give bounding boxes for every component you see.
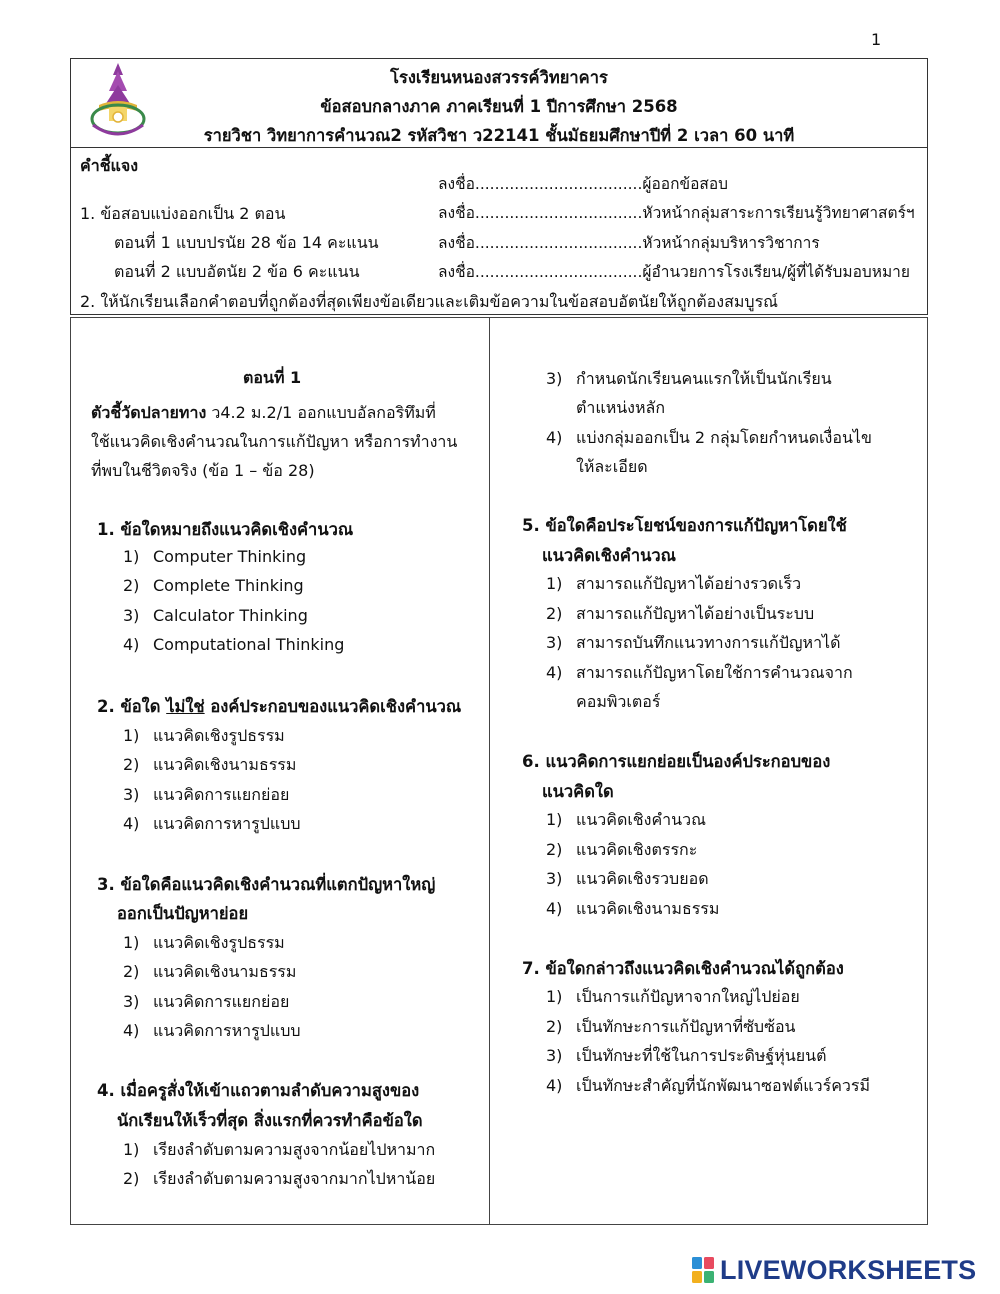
signature-line-1: ลงชื่อ..................................ผู้ออกข้อสอบ [438,175,729,193]
q5-option-4[interactable]: 4) สามารถแก้ปัญหาโดยใช้การคำนวณจาก [546,663,853,682]
question-5-line-2: แนวคิดเชิงคำนวณ [542,546,676,565]
question-6-line-1: 6. แนวคิดการแยกย่อยเป็นองค์ประกอบของ [522,752,831,771]
question-4-line-2: นักเรียนให้เร็วที่สุด สิ่งแรกที่ควรทำคือข้อใด [117,1111,423,1130]
q5-option-3[interactable]: 3) สามารถบันทึกแนวทางการแก้ปัญหาได้ [546,633,841,652]
watermark-text: LIVEWORKSHEETS [720,1254,977,1285]
q5-option-2[interactable]: 2) สามารถแก้ปัญหาได้อย่างเป็นระบบ [546,604,815,623]
indicator-text: ว4.2 ม.2/1 ออกแบบอัลกอริทึมที่ [206,403,436,422]
exam-header [70,58,928,148]
q6-option-1[interactable]: 1) แนวคิดเชิงคำนวณ [546,810,706,829]
q6-option-4[interactable]: 4) แนวคิดเชิงนามธรรม [546,899,720,918]
instructions-title: คำชี้แจง [80,156,139,175]
q7-option-3[interactable]: 3) เป็นทักษะที่ใช้ในการประดิษฐ์หุ่นยนต์ [546,1046,827,1065]
indicator-line-1 [91,401,436,426]
q4-option-2[interactable]: 2) เรียงลำดับตามความสูงจากมากไปหาน้อย [123,1169,436,1188]
question-1: 1. ข้อใดหมายถึงแนวคิดเชิงคำนวณ [97,520,354,539]
signature-line-4: ลงชื่อ..................................ผู้อำนวยการโรงเรียน/ผู้ที่ได้รับมอบหมาย [438,263,910,281]
questions-body [70,317,928,1225]
q3-option-3[interactable]: 3) แนวคิดการแยกย่อย [123,992,290,1011]
instruction-line-1: 1. ข้อสอบแบ่งออกเป็น 2 ตอน [80,204,286,223]
q2-option-2[interactable]: 2) แนวคิดเชิงนามธรรม [123,755,297,774]
q6-option-3[interactable]: 3) แนวคิดเชิงรวบยอด [546,869,709,888]
q1-option-3[interactable]: 3) Calculator Thinking [123,606,308,625]
q2-option-3[interactable]: 3) แนวคิดการแยกย่อย [123,785,290,804]
instruction-line-4: 2. ให้นักเรียนเลือกคำตอบที่ถูกต้องที่สุดเพียงข้อเดียวและเติมข้อความในข้อสอบอัตนัยให้ถูกต้องสมบูรณ์ [80,292,779,311]
question-3-line-2: ออกเป็นปัญหาย่อย [117,904,249,923]
part1-title: ตอนที่ 1 [243,368,302,387]
q6-option-2[interactable]: 2) แนวคิดเชิงตรรกะ [546,840,698,859]
question-4-line-1: 4. เมื่อครูสั่งให้เข้าแถวตามลำดับความสูงของ [97,1081,420,1100]
q1-option-4[interactable]: 4) Computational Thinking [123,635,345,654]
q5-option-4-cont: คอมพิวเตอร์ [576,692,661,711]
q7-option-1[interactable]: 1) เป็นการแก้ปัญหาจากใหญ่ไปย่อย [546,987,800,1006]
school-name: โรงเรียนหนองสวรรค์วิทยาคาร [390,68,608,87]
q5-option-1[interactable]: 1) สามารถแก้ปัญหาได้อย่างรวดเร็ว [546,574,802,593]
q3-option-2[interactable]: 2) แนวคิดเชิงนามธรรม [123,962,297,981]
instruction-line-2: ตอนที่ 1 แบบปรนัย 28 ข้อ 14 คะแนน [114,233,379,252]
liveworksheets-watermark [692,1253,976,1287]
indicator-line-3: ที่พบในชีวิตจริง (ข้อ 1 – ข้อ 28) [91,461,315,480]
q7-option-4[interactable]: 4) เป็นทักษะสำคัญที่นักพัฒนาซอฟต์แวร์ควรมี [546,1076,871,1095]
not-underline: ไม่ใช่ [166,697,205,716]
q1-option-2[interactable]: 2) Complete Thinking [123,576,304,595]
indicator-label: ตัวชี้วัดปลายทาง [91,403,207,422]
q3-option-4[interactable]: 4) แนวคิดการหารูปแบบ [123,1021,301,1040]
page-number: 1 [871,30,882,49]
q1-option-1[interactable]: 1) Computer Thinking [123,547,307,566]
q4-option-1[interactable]: 1) เรียงลำดับตามความสูงจากน้อยไปหามาก [123,1140,436,1159]
liveworksheets-logo-icon [692,1257,714,1283]
question-2: 2. ข้อใด ไม่ใช่ องค์ประกอบของแนวคิดเชิงคำนวณ [97,697,462,716]
q7-option-2[interactable]: 2) เป็นทักษะการแก้ปัญหาที่ซับซ้อน [546,1017,796,1036]
q2-option-4[interactable]: 4) แนวคิดการหารูปแบบ [123,814,301,833]
q2-option-1[interactable]: 1) แนวคิดเชิงรูปธรรม [123,726,285,745]
column-divider [489,318,490,1224]
q4-option-4-cont: ให้ละเอียด [576,457,648,476]
question-5-line-1: 5. ข้อใดคือประโยชน์ของการแก้ปัญหาโดยใช้ [522,516,847,535]
q4-option-3[interactable]: 3) กำหนดนักเรียนคนแรกให้เป็นนักเรียน [546,369,832,388]
exam-title: ข้อสอบกลางภาค ภาคเรียนที่ 1 ปีการศึกษา 2568 [320,97,678,116]
instructions-box [70,147,928,315]
q4-option-4[interactable]: 4) แบ่งกลุ่มออกเป็น 2 กลุ่มโดยกำหนดเงื่อนไข [546,428,872,447]
instruction-line-3: ตอนที่ 2 แบบอัตนัย 2 ข้อ 6 คะแนน [114,262,360,281]
subject-line: รายวิชา วิทยาการคำนวณ2 รหัสวิชา ว22141 ชั้นมัธยมศึกษาปีที่ 2 เวลา 60 นาที [203,126,795,145]
question-7: 7. ข้อใดกล่าวถึงแนวคิดเชิงคำนวณได้ถูกต้อง [522,959,844,978]
question-6-line-2: แนวคิดใด [542,782,614,801]
question-3-line-1: 3. ข้อใดคือแนวคิดเชิงคำนวณที่แตกปัญหาใหญ่ [97,875,436,894]
q4-option-3-cont: ตำแหน่งหลัก [576,398,666,417]
indicator-line-2: ใช้แนวคิดเชิงคำนวณในการแก้ปัญหา หรือการทำงาน [91,432,458,451]
signature-line-3: ลงชื่อ..................................หัวหน้ากลุ่มบริหารวิชาการ [438,234,820,252]
q3-option-1[interactable]: 1) แนวคิดเชิงรูปธรรม [123,933,285,952]
signature-line-2: ลงชื่อ..................................หัวหน้ากลุ่มสาระการเรียนรู้วิทยาศาสตร์ฯ [438,204,915,222]
